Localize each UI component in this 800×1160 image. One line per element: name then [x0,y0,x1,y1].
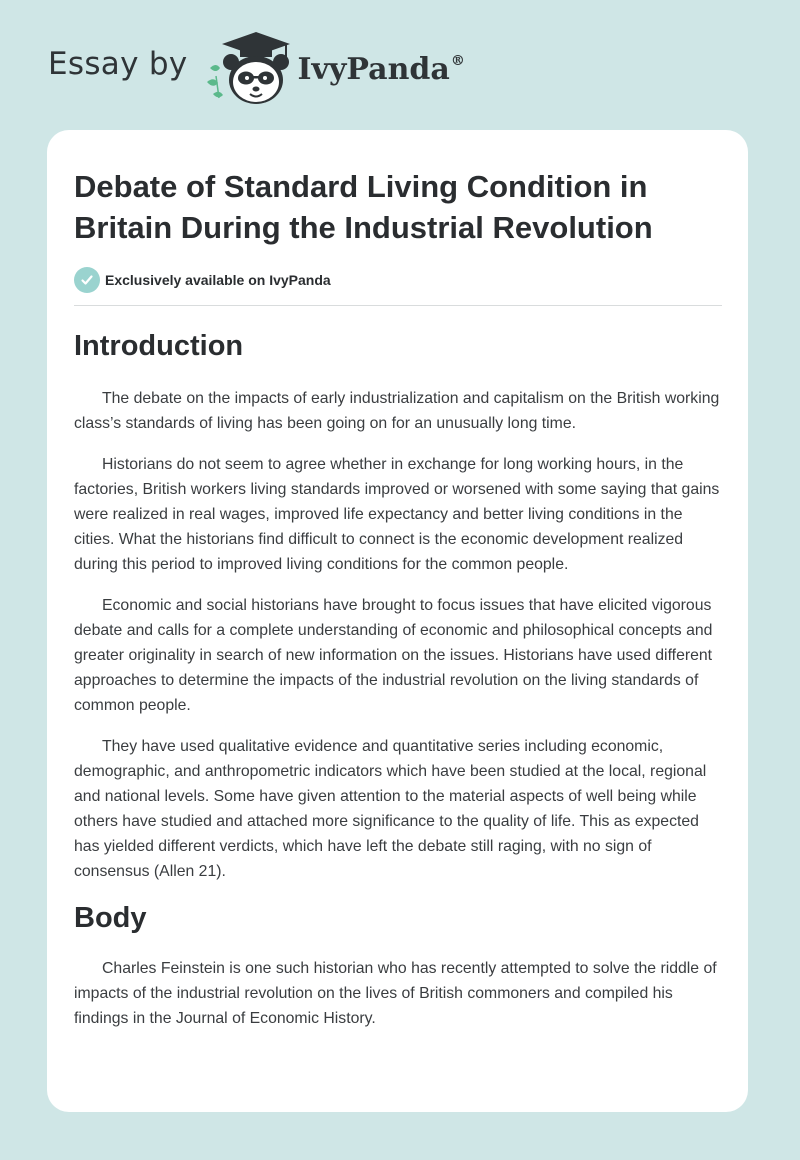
registered-mark: ® [450,52,465,69]
page-title: Debate of Standard Living Condition in Britain During the Industrial Revolution [74,169,653,245]
exclusive-label: Exclusively available on IvyPanda [105,272,331,288]
paragraph: Historians do not seem to agree whether in exchange for long working hours, in the factories, British workers living standards improved or worsened with some saying that gains were realized in real wages, improved life expectancy and better living conditions in the cities. What the historians find difficult to connect is the economic development realized during this period to improved living conditions for the common people. [74,456,720,573]
section-heading-body: Body [74,902,147,934]
essay-card [47,130,748,1112]
paragraph: Economic and social historians have brought to focus issues that have elicited vigorous debate and calls for a complete understanding of economic and philosophical concepts and greater originality in search of new information on the issues. Historians have used different approaches to determine the impacts of the industrial revolution on the living standards of common people. [74,597,713,714]
essay-by-label: Essay by [48,46,188,82]
paragraph: Charles Feinstein is one such historian who has recently attempted to solve the riddle of impacts of the industrial revolution on the lives of British commoners and compiled his findings in the Journal of Economic History. [74,960,717,1027]
section-heading-introduction: Introduction [74,330,244,362]
check-icon [74,267,100,293]
site-header [48,30,465,110]
brand-name[interactable]: IvyPanda® [297,51,465,87]
panda-graduate-icon[interactable] [202,30,294,110]
paragraph: The debate on the impacts of early industrialization and capitalism on the British working class’s standards of living has been going on for an unusually long time. [74,390,720,432]
exclusive-badge [74,267,722,306]
paragraph: They have used qualitative evidence and quantitative series including economic, demographic, and anthropometric indicators which have been studied at the local, regional and national levels. Some have given attention to the material aspects of well being while others have studied and attached more significance to the quality of life. This as expected has yielded different verdicts, which have left the debate still raging, with no sign of consensus (Allen 21). [74,738,707,880]
